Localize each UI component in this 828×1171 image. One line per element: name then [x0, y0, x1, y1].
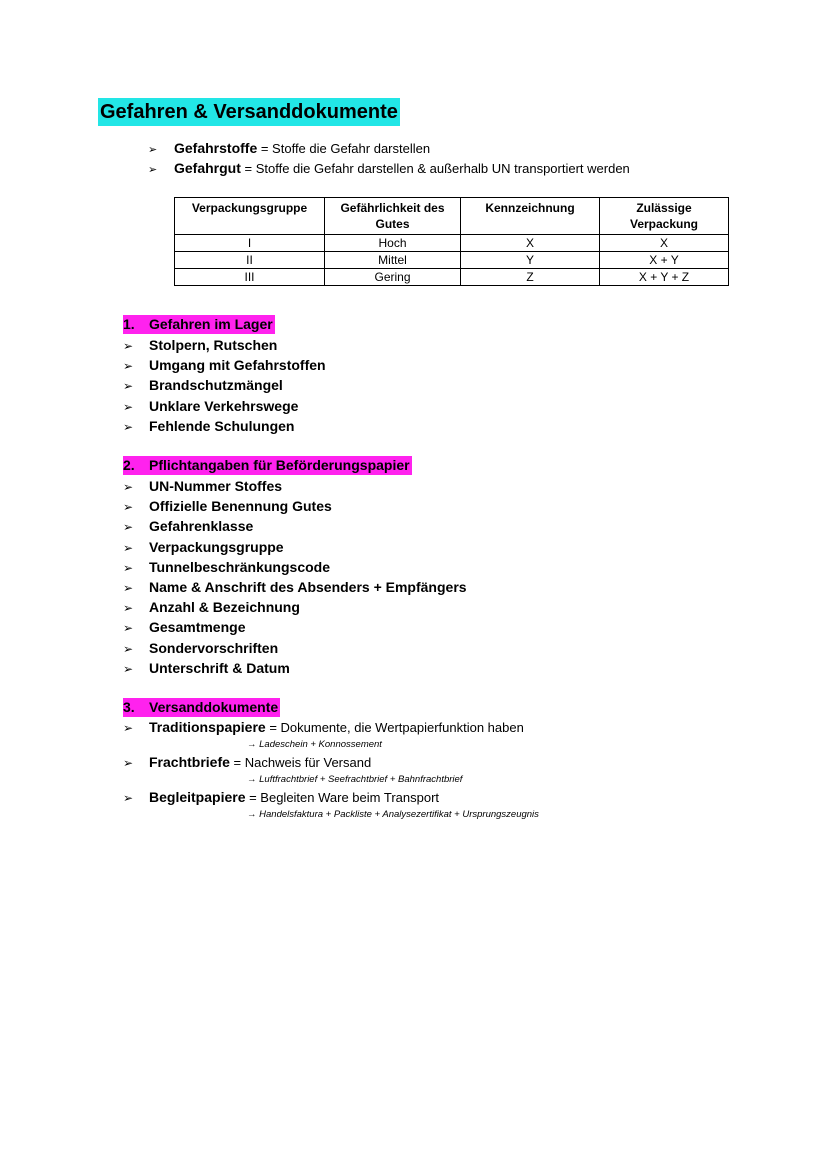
- section-number: 1.: [123, 316, 135, 332]
- table-cell: II: [175, 252, 325, 269]
- document-definition: = Begleiten Ware beim Transport: [245, 790, 440, 805]
- table-cell: III: [175, 269, 325, 286]
- section-number: 3.: [123, 699, 135, 715]
- bullet-arrow-icon: ➢: [123, 419, 134, 434]
- section-heading: [123, 315, 275, 334]
- bullet-arrow-icon: ➢: [123, 601, 134, 616]
- bullet-arrow-icon: ➢: [123, 480, 134, 494]
- section-list: [123, 335, 326, 436]
- table-row: [175, 269, 729, 286]
- table-cell: I: [175, 235, 325, 252]
- list-item: [123, 638, 467, 658]
- table-cell: X: [600, 235, 729, 252]
- document-line: [123, 752, 539, 772]
- list-item-label: Tunnelbeschränkungscode: [149, 558, 330, 575]
- document-item: [123, 752, 539, 787]
- section-title: Pflichtangaben für Beförderungspapier: [149, 457, 410, 473]
- section-list: [123, 476, 467, 678]
- table-row: [175, 252, 729, 269]
- table-header-cell: Zulässige Verpackung: [600, 198, 729, 235]
- document-term: Begleitpapiere: [149, 789, 246, 805]
- list-item: [123, 537, 467, 557]
- bullet-arrow-icon: ➢: [123, 399, 134, 414]
- list-item: [123, 658, 467, 678]
- table-cell: Z: [461, 269, 600, 286]
- definition-text: = Stoffe die Gefahr darstellen: [257, 141, 431, 156]
- document-term: Frachtbriefe: [149, 754, 230, 770]
- definition-term: Gefahrgut: [174, 160, 241, 176]
- definition-item: [148, 158, 630, 178]
- section-shipping-documents: [123, 698, 539, 822]
- bullet-arrow-icon: ➢: [123, 791, 134, 805]
- bullet-arrow-icon: ➢: [123, 500, 134, 515]
- bullet-arrow-icon: ➢: [123, 621, 134, 636]
- bullet-arrow-icon: ➢: [148, 144, 158, 156]
- table-header-row: [175, 198, 729, 235]
- table-cell: Hoch: [325, 235, 461, 252]
- table-header-cell: Gefährlichkeit des Gutes: [325, 198, 461, 235]
- list-item-label: Sondervorschriften: [149, 639, 279, 656]
- document-item: [123, 717, 539, 752]
- table-cell: Mittel: [325, 252, 461, 269]
- bullet-arrow-icon: ➢: [123, 339, 134, 353]
- document-line: [123, 787, 539, 807]
- bullet-arrow-icon: ➢: [123, 560, 134, 575]
- table-cell: X: [461, 235, 600, 252]
- page-title: Gefahren & Versanddokumente: [98, 98, 400, 126]
- list-item-label: Unterschrift & Datum: [149, 659, 290, 676]
- list-item-label: Fehlende Schulungen: [149, 417, 295, 434]
- section-title: Gefahren im Lager: [149, 316, 273, 332]
- bullet-arrow-icon: ➢: [123, 721, 134, 735]
- section-heading: [123, 698, 280, 717]
- table-cell: Y: [461, 252, 600, 269]
- table-header-cell: Kennzeichnung: [461, 198, 600, 235]
- list-item: [123, 557, 467, 577]
- list-item: [123, 496, 467, 516]
- list-item: [123, 597, 467, 617]
- list-item-label: Gefahrenklasse: [149, 518, 254, 535]
- list-item: [123, 375, 326, 395]
- section-title: Versanddokumente: [149, 699, 279, 715]
- document-definition: = Nachweis für Versand: [229, 755, 372, 770]
- definition-text: = Stoffe die Gefahr darstellen & außerhalb UN transportiert werden: [240, 161, 630, 176]
- document-examples: → Luftfrachtbrief + Seefrachtbrief + Bahnfrachtbrief: [247, 774, 463, 785]
- bullet-arrow-icon: ➢: [123, 641, 134, 656]
- bullet-arrow-icon: ➢: [123, 540, 134, 555]
- bullet-arrow-icon: ➢: [123, 661, 134, 676]
- table-cell: Gering: [325, 269, 461, 286]
- list-item-label: Stolpern, Rutschen: [149, 337, 278, 353]
- packaging-group-table: [174, 197, 729, 286]
- document-examples: → Handelsfaktura + Packliste + Analysezertifikat + Ursprungszeugnis: [247, 809, 539, 820]
- list-item: [123, 516, 467, 536]
- table-header-cell: Verpackungsgruppe: [175, 198, 325, 235]
- list-item-label: Umgang mit Gefahrstoffen: [149, 357, 326, 374]
- bullet-arrow-icon: ➢: [123, 359, 134, 374]
- bullet-arrow-icon: ➢: [123, 520, 134, 535]
- list-item-label: UN-Nummer Stoffes: [149, 478, 283, 494]
- intro-definitions: [148, 138, 630, 178]
- list-item: [123, 355, 326, 375]
- table-cell: X + Y + Z: [600, 269, 729, 286]
- list-item: [123, 396, 326, 416]
- section-hazards-warehouse: [123, 315, 326, 436]
- document-examples: → Ladeschein + Konnossement: [247, 739, 382, 750]
- table-row: [175, 235, 729, 252]
- bullet-arrow-icon: ➢: [123, 756, 134, 770]
- bullet-arrow-icon: ➢: [148, 164, 158, 176]
- document-definition: = Dokumente, die Wertpapierfunktion haben: [265, 720, 524, 735]
- list-item-label: Name & Anschrift des Absenders + Empfängers: [149, 578, 467, 595]
- list-item-label: Gesamtmenge: [149, 619, 246, 636]
- table-cell: X + Y: [600, 252, 729, 269]
- section-heading: [123, 456, 412, 475]
- list-item: [123, 476, 467, 496]
- list-item: [123, 335, 326, 355]
- list-item-label: Brandschutzmängel: [149, 377, 283, 394]
- bullet-arrow-icon: ➢: [123, 580, 134, 595]
- section-mandatory-info: [123, 456, 467, 678]
- list-item: [123, 577, 467, 597]
- definition-item: [148, 138, 630, 158]
- list-item-label: Offizielle Benennung Gutes: [149, 498, 332, 515]
- definition-term: Gefahrstoffe: [174, 140, 258, 156]
- document-line: [123, 717, 539, 737]
- section-number: 2.: [123, 457, 135, 473]
- list-item: [123, 416, 326, 436]
- document-term: Traditionspapiere: [149, 719, 266, 735]
- list-item: [123, 617, 467, 637]
- list-item-label: Unklare Verkehrswege: [149, 397, 299, 414]
- document-item: [123, 787, 539, 822]
- list-item-label: Verpackungsgruppe: [149, 538, 284, 555]
- bullet-arrow-icon: ➢: [123, 379, 134, 394]
- list-item-label: Anzahl & Bezeichnung: [149, 599, 300, 616]
